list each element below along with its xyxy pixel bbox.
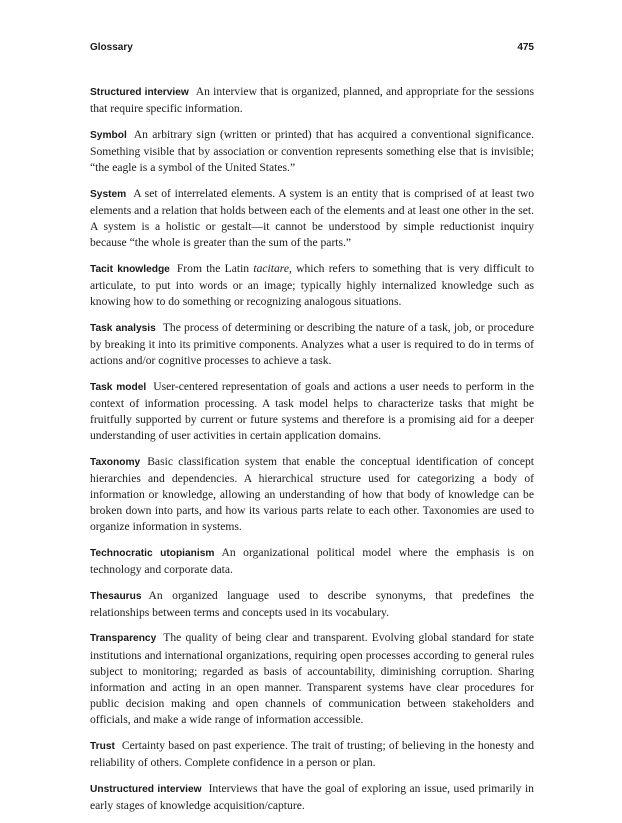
page-number: 475 — [517, 42, 534, 53]
entry-term: Technocratic utopianism — [90, 547, 215, 559]
glossary-entry-trust — [90, 738, 534, 771]
glossary-entries — [90, 84, 534, 823]
entry-definition-italic: tacitare, — [253, 261, 292, 275]
running-header — [90, 42, 534, 53]
glossary-entry-technocratic-utopianism — [90, 545, 534, 578]
entry-term: Structured interview — [90, 87, 189, 98]
glossary-entry-symbol — [90, 127, 534, 177]
entry-term: Task analysis — [90, 322, 156, 334]
entry-definition: An interview that is organized, planned, and appropriate for the sessions that require specific information. — [90, 85, 534, 116]
entry-definition: An organized language used to describe synonyms, that predefines the relationships between terms and concepts used in its vocabulary. — [90, 588, 534, 619]
entry-term: Symbol — [90, 129, 127, 141]
entry-definition-pre: From the Latin — [176, 261, 254, 275]
entry-term: Thesaurus — [90, 590, 142, 602]
entry-term: Taxonomy — [90, 456, 141, 468]
glossary-entry-system — [90, 186, 534, 252]
entry-definition: An arbitrary sign (written or printed) that has acquired a conventional significance. Something visible that by association or convention represents something else that is invisible; “the eagle is a symbol of the United States.” — [90, 127, 534, 175]
entry-definition: User-centered representation of goals and actions a user needs to perform in the context of information processing. A task model helps to characterize tasks that might be fruitfully supported by current or future systems and therefore is a promising aid for a deeper understanding of user activities in certain application domains. — [90, 379, 534, 443]
entry-definition: The quality of being clear and transparent. Evolving global standard for state institutions and international organizations, requiring open processes according to general rules subject to monitoring; regarded as basis of accountability, diminishing corruption. Sharing information and acting in an open manner. Transparent systems have clear procedures for public decision making and open channels of communication between stakeholders and officials, and make a wide range of information accessible. — [90, 631, 534, 727]
glossary-entry-task-model — [90, 379, 534, 445]
entry-definition-post: which refers to something that is very difficult to articulate, to put into words or an image; typically highly internalized knowledge such as knowing how to do something or recognizing analogous situations. — [90, 261, 534, 309]
glossary-entry-taxonomy — [90, 454, 534, 536]
section-title: Glossary — [90, 42, 133, 53]
glossary-entry-structured-interview — [90, 84, 534, 117]
glossary-entry-task-analysis — [90, 320, 534, 370]
entry-term: Tacit knowledge — [90, 263, 170, 275]
entry-definition: Certainty based on past experience. The trait of trusting; of believing in the honesty and reliability of others. Complete confidence in a person or plan. — [90, 738, 534, 770]
entry-term: Transparency — [90, 633, 157, 645]
entry-term: Trust — [90, 740, 115, 752]
glossary-entry-unstructured-interview — [90, 781, 534, 814]
glossary-entry-transparency — [90, 630, 534, 728]
entry-definition: Interviews that have the goal of exploring an issue, used primarily in early stages of knowledge acquisition/capture. — [90, 781, 534, 812]
entry-definition: An organizational political model where the emphasis is on technology and corporate data. — [90, 545, 534, 577]
entry-term: Task model — [90, 381, 147, 393]
glossary-entry-tacit-knowledge — [90, 261, 534, 311]
entry-definition: Basic classification system that enable the conceptual identification of concept hierarchies and dependencies. A hierarchical structure used for categorizing a body of information or knowledge, allowing an understanding of how that body of knowledge can be broken down into parts, and how its various parts relate to each other. Taxonomies are used to organize information in systems. — [90, 454, 534, 534]
glossary-entry-thesaurus — [90, 588, 534, 621]
entry-definition: A set of interrelated elements. A system is an entity that is comprised of at least two elements and a relation that holds between each of the elements and at least one other in the set. A system is a holistic or gestalt—it cannot be understood by simple reductionist inquiry because “the whole is greater than the sum of the parts.” — [90, 186, 534, 250]
entry-term: Unstructured interview — [90, 783, 202, 795]
entry-definition: The process of determining or describing the nature of a task, job, or procedure by breaking it into its primitive components. Analyzes what a user is required to do in terms of actions and/or cognitive processes to achieve a task. — [90, 320, 534, 368]
entry-term: System — [90, 188, 127, 200]
